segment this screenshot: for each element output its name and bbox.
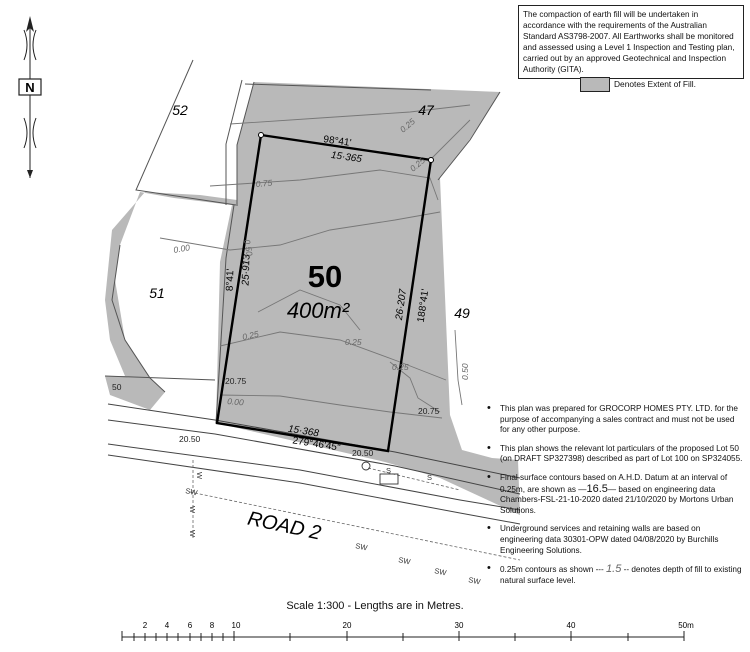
level-label: 50: [112, 382, 122, 392]
neighbour-lot-47: 47: [418, 102, 434, 118]
west-length: 25·913: [240, 254, 253, 286]
contour-label: 0.25: [392, 362, 409, 372]
stormwater-label: S: [386, 466, 392, 475]
plan-notes: [487, 404, 745, 594]
fill-note-after: denotes depth of fill to existing natural surface level.: [500, 565, 742, 585]
water-label: W: [195, 472, 204, 480]
contour-note-after: based on engineering data Chambers-FSL-21-10-2020 dated 21/10/2020 by Mortons Urban Solutions.: [500, 484, 734, 515]
scale-tick-label: 8: [209, 621, 215, 630]
scale-tick-label: 4: [164, 621, 170, 630]
lot-area: 400m²: [286, 298, 350, 323]
compaction-notice: [518, 5, 744, 79]
fill-legend-swatch: [580, 77, 610, 92]
level-label: 20.75: [418, 406, 440, 416]
east-bearing: 188°41': [415, 288, 432, 324]
sewer-label: SW: [467, 575, 482, 587]
west-bearing: 8°41': [224, 268, 237, 292]
sewer-label: SW: [354, 541, 369, 553]
road-name: ROAD 2: [245, 507, 323, 545]
neighbour-lot-52: 52: [172, 102, 188, 118]
sewer-label: SW: [433, 566, 448, 578]
scale-tick-label: 2: [142, 621, 148, 630]
water-label: W: [188, 506, 197, 514]
fill-sample: 1.5: [606, 563, 622, 576]
contour-label: 0.25: [407, 155, 427, 174]
north-arrow-icon: [19, 16, 41, 178]
level-label: 20.50: [352, 448, 374, 458]
north-length: 15·365: [330, 149, 363, 166]
stormwater-label: S: [427, 473, 433, 482]
scale-title: Scale 1:300 - Lengths are in Metres.: [286, 600, 464, 612]
neighbour-lot-51: 51: [149, 285, 165, 301]
contour-label: 0.25: [241, 328, 260, 342]
contour-label: 0.50: [242, 238, 255, 257]
water-label: W: [188, 530, 197, 538]
fill-note-before: 0.25m contours as shown: [500, 565, 594, 575]
contour-sample: 16.5: [586, 482, 608, 495]
note-item: • This plan was prepared for GROCORP HOMES PTY. LTD. for the purpose of accompanying a sales contract and must not be used for any other purpose.: [487, 404, 745, 436]
service-box-icon: [380, 474, 398, 484]
sewer-label: SW: [184, 486, 199, 498]
contour-label: 0.00: [172, 242, 191, 255]
scale-tick-label: 10: [231, 621, 241, 630]
sewer-label: SW: [397, 555, 412, 567]
north-letter: N: [25, 80, 35, 95]
south-bearing: 279°46'45": [291, 435, 342, 454]
note-item: • Underground services and retaining walls are based on engineering data 30301-OPW dated 04/08/2020 by Burchills Engineering Solutions.: [487, 524, 745, 556]
lot-number: 50: [307, 259, 343, 294]
compaction-notice-text: The compaction of earth fill will be undertaken in accordance with the requirements of the Australian Standard AS3798-2007. All Earthworks shall be monitored and assessed using a Level 1 Inspection and Testing plan, carried out by an approved Geotechnical and Inspection Authority (GITA).: [523, 10, 735, 74]
fill-legend-label: Denotes Extent of Fill.: [614, 79, 696, 89]
east-length: 26·207: [393, 288, 410, 321]
note-item: • This plan shows the relevant lot particulars of the proposed Lot 50 (on DRAFT SP327398) described as part of Lot 100 on SP324055.: [487, 444, 745, 465]
contour-note: • Final surface contours based on A.H.D. Datum at an interval of 0.25m, are shown as —16.5— based on engineering data Chambers-FSL-21-10-2020 dated 21/10/2020 by Mortons Urban Solutions.: [487, 473, 745, 516]
scale-tick-label: 6: [187, 621, 193, 630]
south-length: 15·368: [287, 423, 320, 440]
scale-bar: [122, 631, 684, 641]
contour-label: 0.75: [255, 177, 273, 189]
north-bearing: 98°41': [322, 134, 353, 149]
scale-tick-label: 30: [454, 621, 464, 630]
scale-tick-label: 20: [342, 621, 352, 630]
neighbour-lot-49: 49: [454, 305, 470, 321]
scale-tick-label: 50m: [678, 621, 694, 630]
contour-note-before: Final surface contours based on A.H.D. Datum at an interval of 0.25m, are shown as: [500, 472, 728, 494]
contour-label: 0.25: [397, 116, 417, 135]
contour-label: 0.50: [460, 363, 470, 380]
service-pit-icon: [362, 462, 370, 470]
fill-depth-note: • 0.25m contours as shown --- 1.5 -- denotes depth of fill to existing natural surface level.: [487, 564, 745, 586]
contour-label: 0.00: [226, 396, 245, 408]
contour-label: 0.25: [345, 337, 362, 347]
level-label: 20.50: [179, 434, 201, 444]
level-label: 20.75: [225, 376, 247, 386]
scale-tick-label: 40: [566, 621, 576, 630]
